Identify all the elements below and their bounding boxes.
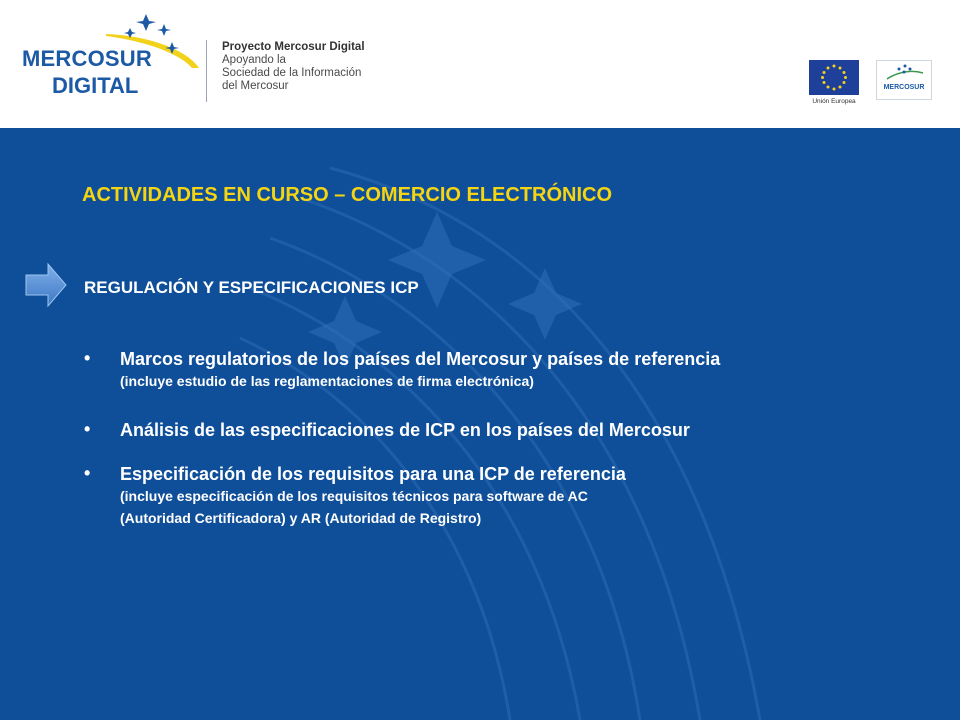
tagline-line: Sociedad de la Información	[222, 67, 362, 79]
logo-divider	[206, 40, 207, 102]
logo-text-digital: DIGITAL	[52, 73, 139, 98]
eu-logo	[806, 58, 862, 110]
project-tagline	[222, 41, 365, 93]
section-subtitle: REGULACIÓN Y ESPECIFICACIONES ICP	[84, 278, 419, 297]
eu-flag-icon	[809, 60, 859, 95]
eu-label: Unión Europea	[812, 98, 856, 105]
tagline-line: Proyecto Mercosur Digital	[222, 41, 365, 53]
bullet-main-text: Análisis de las especificaciones de ICP en los países del Mercosur	[120, 420, 690, 440]
tagline-line: Apoyando la	[222, 54, 286, 66]
logo-text-mercosur: MERCOSUR	[22, 46, 152, 71]
bullet-sub-text: (Autoridad Certificadora) y AR (Autoridad de Registro)	[120, 510, 482, 526]
tagline-line: del Mercosur	[222, 80, 289, 92]
mercosur-label: MERCOSUR	[883, 84, 925, 91]
mercosur-stars-icon	[877, 61, 931, 83]
bullet-sub-text: (incluye estudio de las reglamentaciones de firma electrónica)	[120, 373, 534, 389]
slide-title: ACTIVIDADES EN CURSO – COMERCIO ELECTRÓNICO	[82, 184, 613, 206]
list-item	[84, 348, 720, 392]
arrow-right-icon	[24, 262, 68, 308]
mercosur-logo	[876, 60, 932, 100]
list-item	[84, 463, 626, 529]
header	[0, 0, 960, 128]
bullet-icon: •	[84, 419, 91, 439]
bullet-icon: •	[84, 348, 91, 368]
bullet-icon: •	[84, 463, 91, 483]
bullet-main-text: Marcos regulatorios de los países del Mercosur y países de referencia	[120, 349, 721, 369]
list-item	[84, 419, 690, 441]
bullet-sub-text: (incluye especificación de los requisitos técnicos para software de AC	[120, 488, 588, 504]
bullet-main-text: Especificación de los requisitos para una ICP de referencia	[120, 464, 626, 484]
